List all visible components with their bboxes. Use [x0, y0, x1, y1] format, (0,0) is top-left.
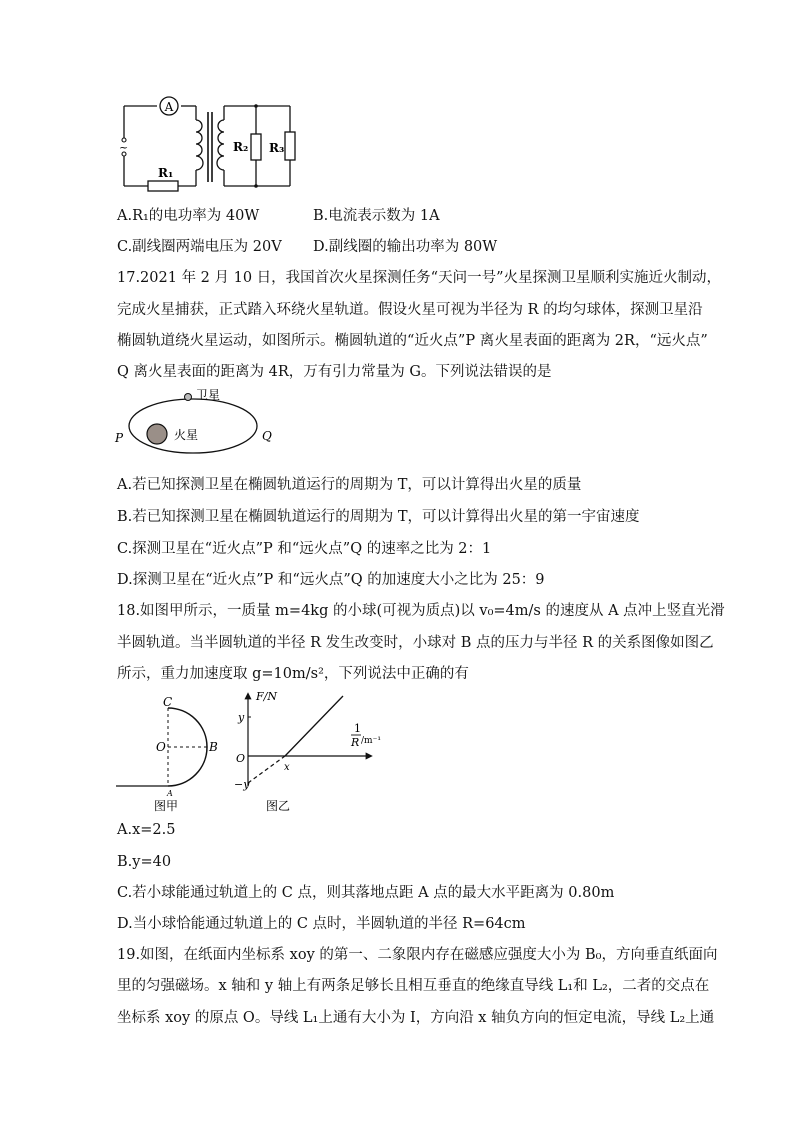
q18-stem-line-3: 所示，重力加速度取 g=10m/s²，下列说法中正确的有 [117, 666, 469, 682]
y-axis-label: F/N [256, 690, 277, 703]
x-axis-label-denominator: R [351, 736, 360, 749]
mars-body [147, 424, 167, 444]
satellite-dot [185, 394, 192, 401]
q18-stem-line-1: 18.如图甲所示，一质量 m=4kg 的小球(可视为质点)以 v₀=4m/s 的速度从 A 点冲上竖直光滑 [117, 603, 725, 619]
q19-stem-line-1: 19.如图，在纸面内坐标系 xoy 的第一、二象限内存在磁感应强度大小为 B₀，方向垂直纸面向 [117, 947, 718, 963]
figure-a-caption: 图甲 [154, 799, 179, 813]
ac-source-symbol: ~ [119, 141, 129, 154]
figure-b-caption: 图乙 [266, 799, 291, 813]
q17-option-b: B.若已知探测卫星在椭圆轨道运行的周期为 T，可以计算得出火星的第一宇宙速度 [117, 509, 640, 525]
transformer-circuit-figure [110, 92, 310, 192]
q17-stem-line-4: Q 离火星表面的距离为 4R，万有引力常量为 G。下列说法错误的是 [117, 364, 552, 380]
y-tick-label: y [238, 711, 245, 724]
semicircle-track-figure [112, 694, 222, 812]
point-b-label: B [209, 740, 218, 754]
q16-option-b: B.电流表示数为 1A [313, 208, 440, 224]
force-vs-inverse-radius-graph [228, 686, 381, 813]
orbit-figure [112, 386, 272, 456]
q18-stem-line-2: 半圆轨道。当半圆轨道的半径 R 发生改变时，小球对 B 点的压力与半径 R 的关系图像如图乙 [117, 635, 714, 651]
q18-option-a: A.x=2.5 [117, 822, 176, 838]
elliptical-orbit [129, 399, 257, 453]
mars-label: 火星 [174, 428, 199, 442]
q19-stem-line-3: 坐标系 xoy 的原点 O。导线 L₁上通有大小为 I，方向沿 x 轴负方向的恒定电流，导线 L₂上通 [117, 1010, 715, 1026]
origin-label: O [236, 752, 246, 765]
q16-option-c: C.副线圈两端电压为 20V [117, 239, 282, 255]
point-o-label: O [156, 740, 166, 754]
q18-option-d: D.当小球恰能通过轨道上的 C 点时，半圆轨道的半径 R=64cm [117, 916, 526, 932]
satellite-label: 卫星 [196, 388, 221, 402]
q16-option-d: D.副线圈的输出功率为 80W [313, 239, 498, 255]
r1-label: R₁ [158, 166, 174, 180]
q17-option-d: D.探测卫星在“近火点”P 和“远火点”Q 的加速度大小之比为 25：9 [117, 572, 545, 588]
q16-option-a: A.R₁的电功率为 40W [117, 208, 260, 224]
neg-y-tick-label: −y [234, 778, 250, 791]
graph-line-dashed [248, 756, 285, 783]
ammeter-label: A [164, 100, 174, 114]
q18-option-c: C.若小球能通过轨道上的 C 点，则其落地点距 A 点的最大水平距离为 0.80m [117, 885, 615, 901]
q19-stem-line-2: 里的匀强磁场。x 轴和 y 轴上有两条足够长且相互垂直的绝缘直导线 L₁和 L₂，二者的交点在 [117, 978, 710, 994]
q17-stem-line-1: 17.2021 年 2 月 10 日，我国首次火星探测任务“天问一号”火星探测卫星顺利实施近火制动， [117, 270, 722, 286]
q17-stem-line-3: 椭圆轨道绕火星运动，如图所示。椭圆轨道的“近火点”P 离火星表面的距离为 2R，“远火点” [117, 333, 708, 349]
point-c-label: C [163, 695, 173, 709]
x-axis-label-numerator: 1 [354, 722, 361, 735]
q17-stem-line-2: 完成火星捕获，正式踏入环绕火星轨道。假设火星可视为半径为 R 的均匀球体，探测卫星沿 [117, 302, 703, 318]
point-q-label: Q [262, 429, 272, 443]
q18-option-b: B.y=40 [117, 854, 172, 870]
x-intercept-label: x [284, 762, 290, 773]
point-a-label: A [167, 789, 173, 798]
r2-label: R₂ [233, 140, 249, 154]
point-p-label: P [115, 431, 124, 445]
q17-option-a: A.若已知探测卫星在椭圆轨道运行的周期为 T，可以计算得出火星的质量 [117, 477, 582, 493]
x-axis-label-unit: /m⁻¹ [361, 736, 381, 746]
q17-option-c: C.探测卫星在“近火点”P 和“远火点”Q 的速率之比为 2：1 [117, 541, 492, 557]
graph-line [285, 696, 343, 756]
r3-label: R₃ [269, 141, 285, 155]
